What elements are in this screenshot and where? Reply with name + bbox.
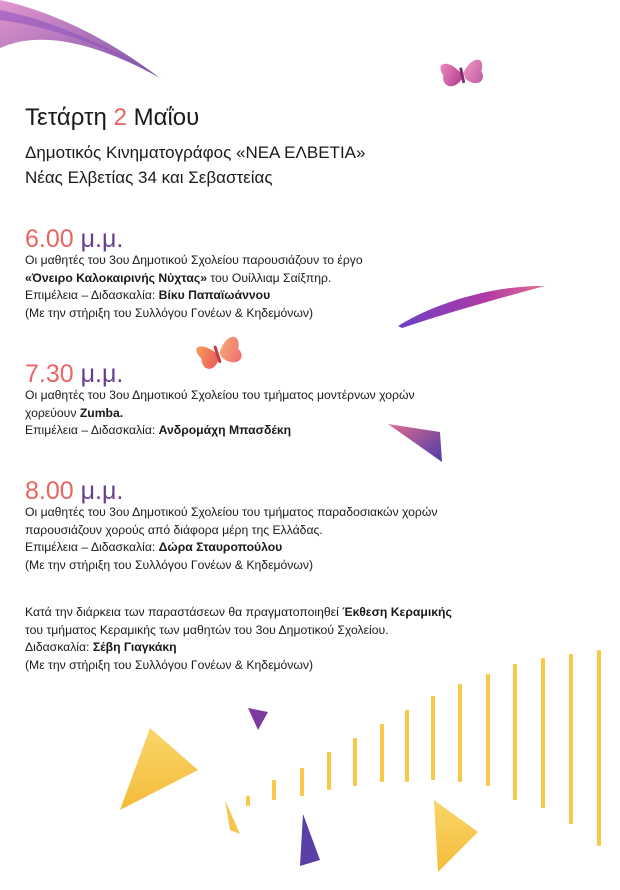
event-description-2: [25, 405, 595, 423]
event-play: [25, 270, 595, 288]
triangle-shape: [120, 728, 198, 810]
date-day: Τετάρτη: [25, 104, 107, 131]
exhibition-description: του τμήματος Κεραμικής των μαθητών του 3ου Δημοτικού Σχολείου.: [25, 622, 389, 637]
venue-name: Δημοτικός Κινηματογράφος «ΝΕΑ ΕΛΒΕΤΙΑ»: [25, 143, 366, 162]
event-description: Οι μαθητές του 3ου Δημοτικού Σχολείου του τμήματος μοντέρνων χορών: [25, 388, 415, 402]
credit-name: Δώρα Σταυροπούλου: [158, 540, 283, 554]
teacher-label: Διδασκαλία:: [25, 640, 93, 654]
event-block-2: [25, 361, 595, 440]
triangle-shape: [225, 800, 240, 834]
date-month: Μαΐου: [133, 104, 200, 131]
credit-name: Ανδρομάχη Μπασδέκη: [158, 423, 292, 437]
event-block-3: [25, 478, 595, 574]
time-value: 6.00: [25, 225, 74, 253]
credit-label: Επιμέλεια – Διδασκαλία:: [25, 288, 159, 302]
exhibition-title: Έκθεση Κεραμικής: [342, 605, 452, 619]
event-description-2: παρουσιάζουν χορούς από διάφορα μέρη της Ελλάδας.: [25, 522, 323, 537]
event-credit: [25, 422, 595, 440]
date-number: 2: [113, 104, 127, 131]
play-title: «Όνειρο Καλοκαιρινής Νύχτας»: [25, 270, 207, 285]
triangle-shape: [300, 814, 320, 866]
time-suffix: μ.μ.: [80, 477, 124, 505]
teacher-name: Σέβη Γιαγκάκη: [92, 640, 177, 654]
exhibition-support: (Με την στήριξη του Συλλόγου Γονέων & Κηδεμόνων): [25, 657, 314, 672]
triangle-shape: [248, 708, 268, 730]
event-credit: [25, 539, 595, 557]
event-description: Οι μαθητές του 3ου Δημοτικού Σχολείου του τμήματος παραδοσιακών χορών: [25, 505, 438, 519]
play-author: του Ουίλλιαμ Σαίξπηρ.: [207, 270, 332, 285]
event-credit: [25, 287, 595, 305]
event-date: [25, 104, 199, 132]
venue-address: Νέας Ελβετίας 34 και Σεβαστείας: [25, 168, 273, 187]
dance-style: Zumba.: [79, 405, 124, 420]
exhibition-text: Κατά την διάρκεια των παραστάσεων θα πραγματοποιηθεί: [25, 605, 343, 619]
butterfly-icon: [440, 56, 486, 90]
event-description: Οι μαθητές του 3ου Δημοτικού Σχολείου παρουσιάζουν το έργο: [25, 253, 363, 267]
time-suffix: μ.μ.: [80, 225, 124, 253]
triangle-shape: [434, 800, 478, 872]
time-suffix: μ.μ.: [80, 360, 124, 388]
yellow-stripes: [246, 650, 601, 846]
credit-label: Επιμέλεια – Διδασκαλία:: [25, 423, 159, 437]
exhibition-teacher: [25, 639, 595, 657]
event-time: [25, 226, 595, 252]
description-text: χορεύουν: [25, 405, 80, 420]
event-block-1: [25, 226, 595, 322]
event-support: (Με την στήριξη του Συλλόγου Γονέων & Κηδεμόνων): [25, 557, 314, 572]
time-value: 8.00: [25, 477, 74, 505]
exhibition-intro: [25, 604, 595, 622]
event-time: [25, 478, 595, 504]
event-time: [25, 361, 595, 387]
event-support: (Με την στήριξη του Συλλόγου Γονέων & Κηδεμόνων): [25, 305, 314, 320]
exhibition-block: [25, 604, 595, 674]
credit-label: Επιμέλεια – Διδασκαλία:: [25, 540, 159, 554]
time-value: 7.30: [25, 360, 74, 388]
credit-name: Βίκυ Παπαϊωάννου: [158, 288, 271, 302]
